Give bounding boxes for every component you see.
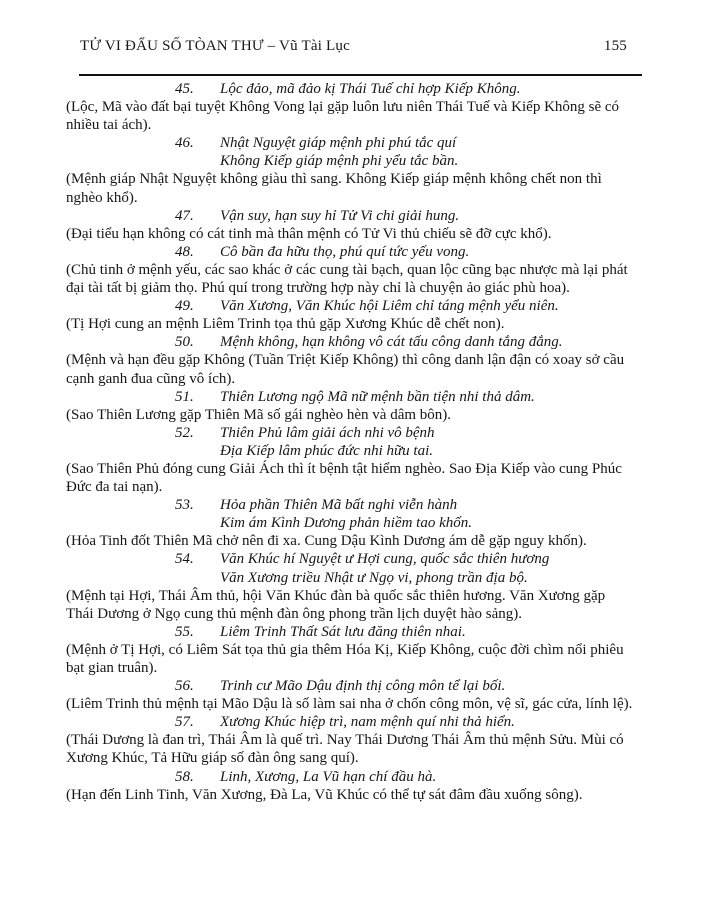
verse-title-text: Hỏa phần Thiên Mã bất nghi viễn hành: [220, 497, 458, 514]
verse-number: 53.: [175, 497, 194, 514]
verse-explanation: (Mệnh ở Tị Hợi, có Liêm Sát tọa thủ gia thêm Hóa Kị, Kiếp Không, cuộc đời chìm nổi phiêu bạt gian truân).: [66, 641, 624, 676]
verse-title-line-continued: Địa Kiếp lâm phúc đức nhi hữu tai.: [220, 442, 434, 459]
verse-title-text: Văn Xương, Văn Khúc hội Liêm chỉ táng mệnh yểu niên.: [220, 298, 559, 315]
verse-title-line: [66, 496, 636, 514]
verse-title-line: [66, 134, 636, 152]
verse-item: [66, 496, 636, 550]
verse-title-line: [66, 243, 636, 261]
verse-title-line: [66, 333, 636, 351]
verse-number: 45.: [175, 81, 194, 97]
verse-title-text: Lộc đảo, mã đảo kị Thái Tuế chỉ hợp Kiếp Không.: [220, 81, 521, 97]
verse-explanation: (Sao Thiên Lương gặp Thiên Mã số gái nghèo hèn và dâm bôn).: [66, 406, 452, 423]
verse-title-text: Thiên Lương ngộ Mã nữ mệnh bần tiện nhi thả dâm.: [220, 388, 535, 405]
verse-title-line-continued: Kim ám Kình Dương phản hiềm tao khốn.: [220, 515, 473, 532]
verse-item: [66, 333, 636, 387]
book-title: TỬ VI ĐẨU SỐ TÒAN THƯ – Vũ Tài Lục: [80, 38, 350, 54]
verse-title-text: Trinh cư Mão Dậu định thị công môn tể lại bối.: [220, 678, 506, 695]
verse-number: 54.: [175, 551, 194, 568]
verse-title-text: Liêm Trinh Thất Sát lưu đăng thiên nhai.: [220, 623, 466, 640]
verse-explanation: (Thái Dương là đan trì, Thái Âm là quế trì. Nay Thái Dương Thái Âm thủ mệnh Sửu. Mùi có Xương Khúc, Tả Hữu giáp số đàn ông sang quí).: [66, 732, 624, 767]
verse-explanation: (Hỏa Tinh đốt Thiên Mã chở nên đi xa. Cung Dậu Kình Dương ám dễ gặp nguy khốn).: [66, 533, 587, 550]
verse-explanation: (Hạn đến Linh Tinh, Văn Xương, Đà La, Vũ Khúc có thể tự sát đâm đầu xuống sông).: [66, 786, 583, 803]
verse-number: 51.: [175, 388, 194, 405]
verse-number: 50.: [175, 334, 194, 351]
verse-item: [66, 388, 636, 424]
verse-title-text: Thiên Phủ lâm giải ách nhi vô bệnh: [220, 424, 435, 441]
verse-title-line: [66, 713, 636, 731]
verse-explanation: (Tị Hợi cung an mệnh Liêm Trinh tọa thủ gặp Xương Khúc dễ chết non).: [66, 316, 505, 333]
verse-title-text: Mệnh không, hạn không vô cát tấu công danh tắng đắng.: [220, 334, 563, 351]
verse-number: 56.: [175, 678, 194, 695]
verse-explanation: (Sao Thiên Phủ đóng cung Giải Ách thì ít bệnh tật hiểm nghèo. Sao Địa Kiếp vào cung Phúc Đức đa tai nạn).: [66, 460, 622, 496]
verse-item: [66, 297, 636, 333]
verse-number: 52.: [175, 424, 194, 441]
verse-explanation: (Lộc, Mã vào đất bại tuyệt Không Vong lại gặp luôn lưu niên Thái Tuế và Kiếp Không sẽ có nhiều tai ách).: [66, 99, 620, 134]
verse-title-line: [66, 424, 636, 442]
verse-item: [66, 768, 636, 804]
verse-title-line: [66, 388, 636, 406]
verse-number: 46.: [175, 135, 194, 152]
verse-number: 48.: [175, 243, 194, 260]
verse-title-line: [66, 207, 636, 225]
verse-item: [66, 80, 636, 134]
verse-title-line: [66, 80, 636, 98]
verse-number: 49.: [175, 298, 194, 315]
verse-explanation: (Chủ tinh ở mệnh yếu, các sao khác ở các cung tài bạch, quan lộc cũng bạc nhược mà lại phát đại tài tất bị giảm thọ. Phú quí trong trường hợp này chỉ là chuyện ảo giác phù hoa).: [66, 261, 628, 297]
verse-number: 55.: [175, 623, 194, 640]
verse-number: 57.: [175, 714, 194, 731]
verse-item: [66, 424, 636, 496]
verse-item: [66, 677, 636, 713]
verse-item: [66, 134, 636, 206]
verse-title-text: Cô bần đa hữu thọ, phú quí tức yếu vong.: [220, 243, 470, 260]
page-body: [66, 80, 636, 804]
verse-item: [66, 207, 636, 243]
verse-title-text: Xương Khúc hiệp trì, nam mệnh quí nhi thả hiển.: [220, 714, 515, 731]
page-number: 155: [603, 38, 627, 54]
verse-item: [66, 623, 636, 677]
verse-title-line: [66, 768, 636, 786]
verse-explanation: (Mệnh tại Hợi, Thái Âm thủ, hội Văn Khúc đàn bà quốc sắc thiên hương. Văn Xương gặp Thái Dương ở Ngọ cung thủ mệnh đàn ông phong trần lịch duyệt hào sảng).: [66, 587, 606, 622]
verse-explanation: (Mệnh giáp Nhật Nguyệt không giàu thì sang. Không Kiếp giáp mệnh không chết non thì nghèo khổ).: [66, 171, 602, 206]
verse-title-line: [66, 297, 636, 315]
verse-explanation: (Liêm Trinh thủ mệnh tại Mão Dậu là số làm sai nha ở chốn công môn, vệ sĩ, gác cửa, lính lệ).: [66, 696, 633, 713]
verse-item: [66, 713, 636, 767]
verse-item: [66, 243, 636, 297]
verse-title-text: Văn Khúc hí Nguyệt ư Hợi cung, quốc sắc thiên hương: [220, 551, 550, 568]
verse-title-text: Nhật Nguyệt giáp mệnh phi phú tắc quí: [220, 135, 457, 152]
verse-title-line-continued: Không Kiếp giáp mệnh phi yểu tắc bần.: [220, 153, 459, 170]
verse-title-text: Linh, Xương, La Vũ hạn chí đầu hà.: [220, 768, 437, 785]
verse-title-line: [66, 550, 636, 568]
verse-title-line: [66, 677, 636, 695]
verse-title-line-continued: Văn Xương triều Nhật ư Ngọ vi, phong trần địa bộ.: [220, 569, 528, 586]
verse-explanation: (Đại tiểu hạn không có cát tinh mà thân mệnh có Tử Vi thủ chiếu sẽ đỡ cực khổ).: [66, 225, 552, 242]
verse-item: [66, 550, 636, 622]
verse-explanation: (Mệnh và hạn đều gặp Không (Tuần Triệt Kiếp Không) thì công danh lận đận có xoay sở cầu cạnh ganh đua cũng vô ích).: [66, 352, 625, 387]
header-divider: [79, 74, 642, 76]
verse-title-text: Vận suy, hạn suy hỉ Tử Vi chi giải hung.: [220, 207, 460, 224]
verse-title-line: [66, 623, 636, 641]
verse-number: 58.: [175, 768, 194, 785]
page-header: [80, 38, 627, 55]
verse-number: 47.: [175, 207, 194, 224]
